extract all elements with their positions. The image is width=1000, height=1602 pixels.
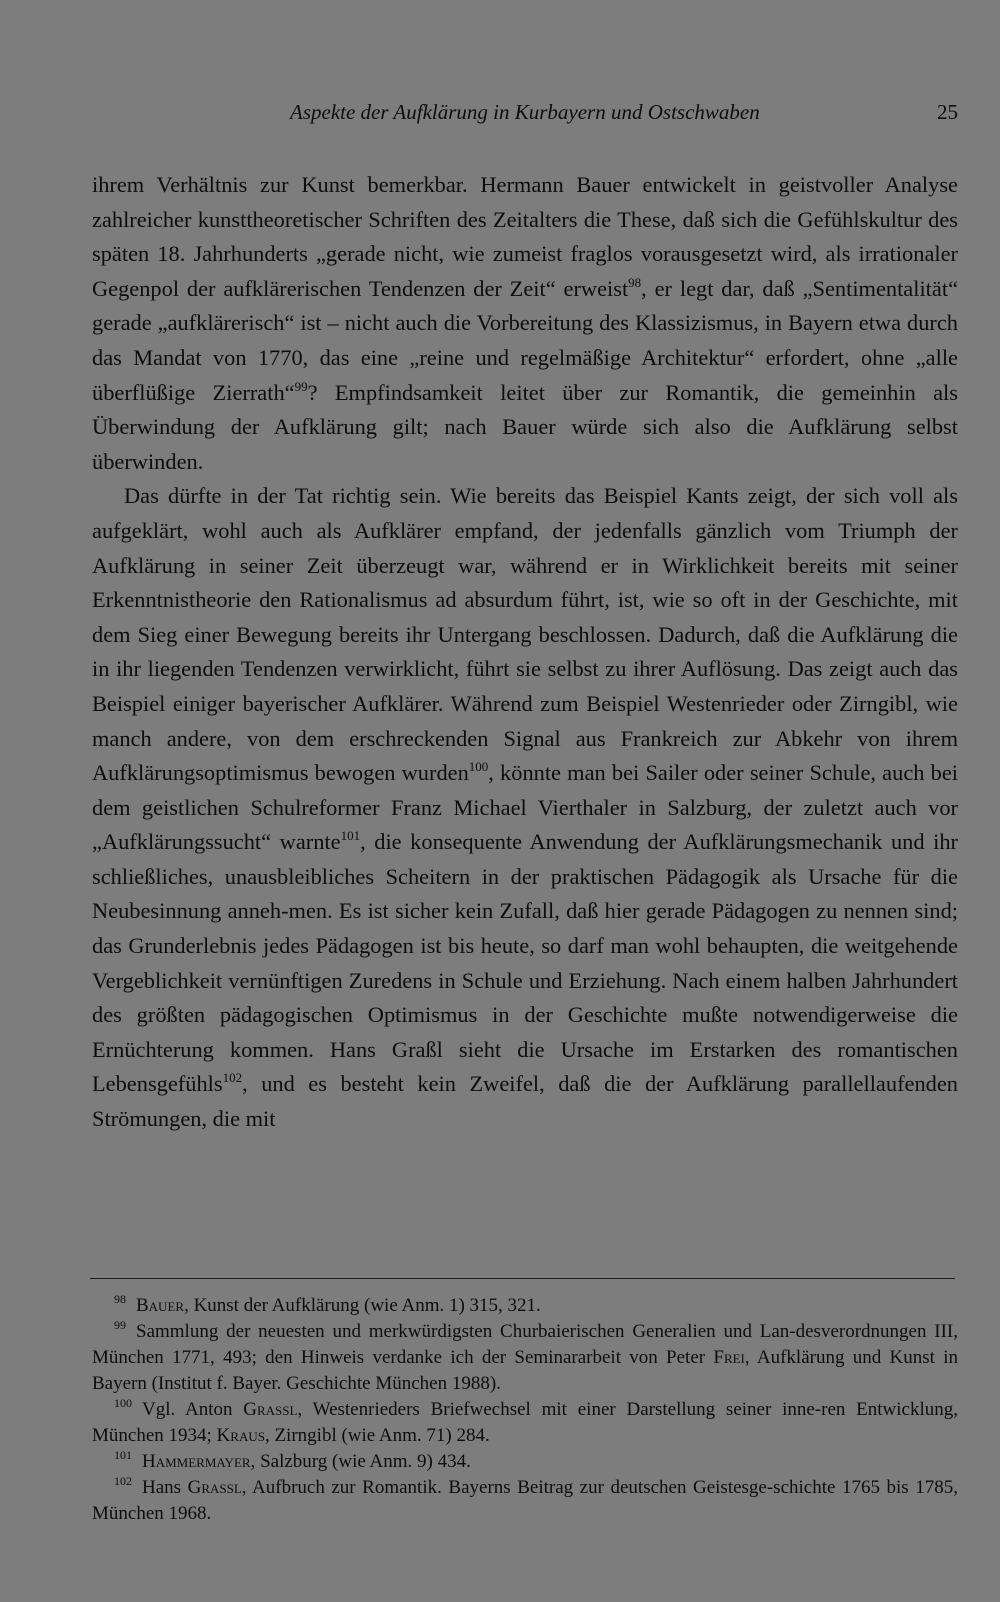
footnote-number: 100 [114,1396,132,1410]
footnote-100 [92,1397,958,1449]
footnote-ref-100: 100 [468,759,489,775]
text-segment: ihrem Verhältnis zur Kunst bemerkbar. Hermann Bauer entwickelt in geistvoller Analyse zahlreicher kunsttheoretischer Schriften des Zeitalters die These, daß sich die Gefühlskultur des späten 18. Jahrhunderts „gerade nicht, wie zumeist fraglos vorausgesetzt wird, als irrationaler Gegenpol der aufklärerischen Tendenzen der Zeit“ erweist [92,172,958,301]
paragraph-2 [92,479,958,1136]
footnote-ref-101: 101 [340,828,361,844]
page-number: 25 [937,100,958,124]
text-segment: , er legt dar, daß „Sentimentalität“ gerade „aufklärerisch“ ist – nicht auch die Vorbereitung des Klassizismus, in Bayern etwa durch das Mandat von 1770, das eine „reine und regelmäßige Architektur“ erfordert, ohne „alle überflüßige Zierrath“ [92,275,959,405]
footnote-author: Hammermayer [142,1451,251,1472]
footnote-101 [92,1449,958,1475]
running-title: Aspekte der Aufklärung in Kurbayern und Ostschwaben [290,100,760,124]
footnote-99 [92,1319,958,1397]
footnote-text: Sammlung der neuesten und merkwürdigsten Churbaierischen Generalien und Lan-desverordnungen III, München 1771, 493; den Hinweis verdanke ich der Seminararbeit von Peter [92,1321,958,1368]
footnote-ref-102: 102 [222,1070,243,1086]
footnote-98 [92,1293,958,1319]
footnote-author: Bauer [136,1295,185,1316]
body-text [92,168,958,1137]
text-segment: , könnte man bei Sailer oder seiner Schule, auch bei dem geistlichen Schulreformer Franz Michael Vierthaler in Salzburg, der zuletzt auch vor „Aufklärungssucht“ warnte [92,760,958,855]
text-segment: , und es besteht kein Zweifel, daß die der Aufklärung parallellaufenden Strömungen, die mit [92,1071,958,1132]
text-segment: ? Empfindsamkeit leitet über zur Romantik, die gemeinhin als Überwindung der Aufklärung gilt; nach Bauer würde sich also die Aufklärung selbst überwinden. [92,379,958,474]
footnote-text: , Salzburg (wie Anm. 9) 434. [250,1451,471,1472]
footnote-text: , Zirngibl (wie Anm. 71) 284. [264,1425,490,1446]
footnote-ref-98: 98 [628,274,642,290]
footnote-text: Hans [142,1477,188,1498]
footnote-number: 99 [114,1318,126,1332]
footnotes [92,1293,958,1527]
text-segment: Das dürfte in der Tat richtig sein. Wie bereits das Beispiel Kants zeigt, der sich voll als aufgeklärt, wohl auch als Aufklärer empfand, der jedenfalls gänzlich vom Triumph der Aufklärung in seiner Zeit überzeugt war, während er in Wirklichkeit bereits mit seiner Erkenntnistheorie den Rationalismus ad absurdum führt, ist, wie so oft in der Geschichte, mit dem Sieg einer Bewegung bereits ihr Untergang beschlossen. Dadurch, daß die Aufklärung die in ihr liegenden Tendenzen verwirklicht, führt sie selbst zu ihrer Auflösung. Das zeigt auch das Beispiel einiger bayerischer Aufklärer. Während zum Beispiel Westenrieder oder Zirngibl, wie manch andere, von dem erschreckenden Signal aus Frankreich zur Abkehr von ihrem Aufklärungsoptimismus bewogen wurden [92,483,958,786]
footnote-author: Frei [713,1347,745,1368]
footnote-divider [90,1278,955,1279]
footnote-author: Grassl [243,1399,298,1420]
footnote-text: , Westenrieders Briefwechsel mit einer Darstellung seiner inne-ren Entwicklung, München 1934; [92,1399,959,1446]
footnote-author: Grassl [187,1477,242,1498]
footnote-text: , Aufklärung und Kunst in Bayern (Institut f. Bayer. Geschichte München 1988). [92,1347,958,1394]
footnote-text: , Aufbruch zur Romantik. Bayerns Beitrag zur deutschen Geistesge-schichte 1765 bis 1785, München 1968. [92,1477,958,1524]
footnote-number: 101 [114,1448,132,1462]
footnote-author: Kraus [216,1425,265,1446]
paragraph-1 [92,168,958,479]
footnote-number: 98 [114,1292,126,1306]
footnote-number: 102 [114,1474,132,1488]
footnote-text: Vgl. Anton [142,1399,244,1420]
footnote-text: , Kunst der Aufklärung (wie Anm. 1) 315, 321. [184,1295,541,1316]
text-segment: , die konsequente Anwendung der Aufklärungsmechanik und ihr schließliches, unausbleibliches Scheitern in der praktischen Pädagogik als Ursache für die Neubesinnung anneh-men. Es ist sicher kein Zufall, daß hier gerade Pädagogen zu nennen sind; das Grunderlebnis jedes Pädagogen ist bis heute, so darf man wohl behaupten, die weitgehende Vergeblichkeit vernünftigen Zuredens in Schule und Erziehung. Nach einem halben Jahrhundert des größten pädagogischen Optimismus in der Geschichte mußte notwendigerweise die Ernüchterung kommen. Hans Graßl sieht die Ursache im Erstarken des romantischen Lebensgefühls [92,829,958,1097]
footnote-ref-99: 99 [294,378,308,394]
footnote-102 [92,1475,958,1527]
